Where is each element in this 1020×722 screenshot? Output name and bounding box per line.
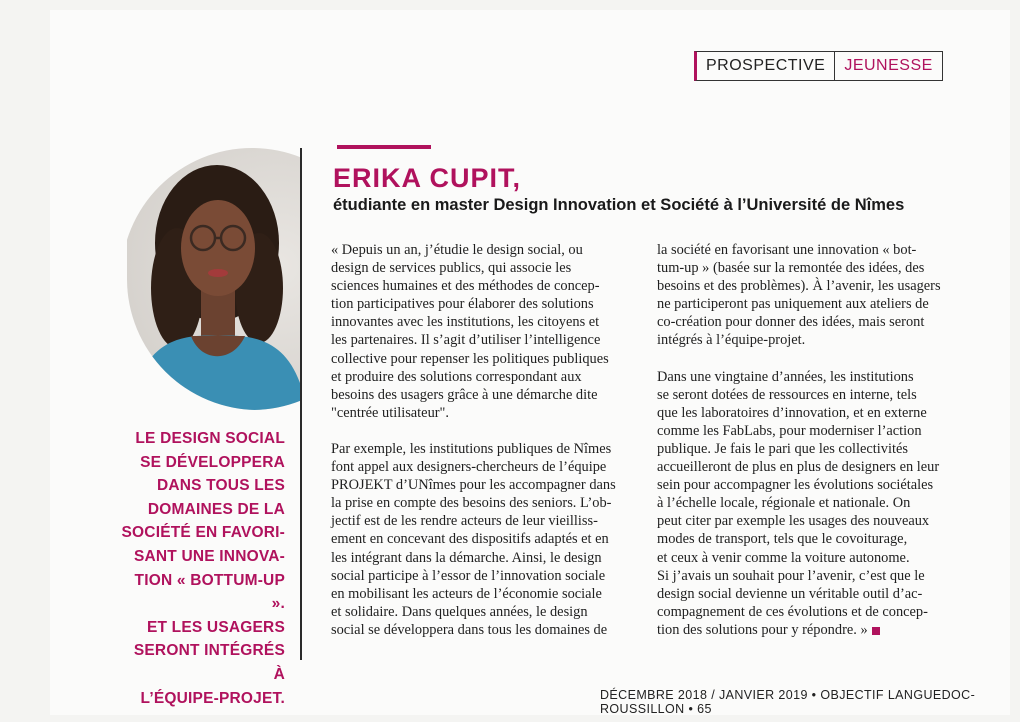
pull-quote: LE DESIGN SOCIAL SE DÉVELOPPERA DANS TOUS LES DOMAINES DE LA SOCIÉTÉ EN FAVORI- SANT UNE INNOVA- TION « BOTTUM-UP ». ET LES USAGERS SERONT INTÉGRÉS À L’ÉQUIPE-PROJET. — [121, 430, 285, 707]
title-accent-bar — [337, 145, 431, 149]
person-subtitle: étudiante en master Design Innovation et Société à l’Université de Nîmes — [333, 196, 905, 214]
paragraph: « Depuis un an, j’étudie le design social, ou design de services publics, qui associe les sciences humaines et des méthodes de concep- tion participatives pour élaborer des solutions innovantes avec les institutions, les citoyens et les partenaires. Il s’agit d’utiliser l’intelligence collective pour repenser les politiques publiques et produire des solutions correspondant aux besoins des usagers grâce à une démarche dite "centrée utilisateur". — [331, 242, 609, 421]
column-divider — [300, 148, 302, 660]
paragraph-text: Dans une vingtaine d’années, les institutions se seront dotées de ressources en interne, tels que les laboratoires d’innovation, et en externe comme les FabLabs, pour moderniser l’action publique. Je fais le pari que les collectivités accueilleront de plus en plus de designers en leur sein pour accompagner les évolutions sociétales à l’échelle locale, régionale et nationale. On peut citer par exemple les usages des nouveaux modes de transport, tels que le covoiturage, et ceux à venir comme la voiture autonome. Si j’avais un souhait pour l’avenir, c’est que le design social devienne un véritable outil d’ac- compagnement de ces évolutions et de concep- tion des solutions pour y répondre. » — [657, 368, 940, 638]
rubric-section: PROSPECTIVE — [697, 52, 835, 80]
paragraph: la société en favorisant une innovation « bot- tum-up » (basée sur la remontée des idées, des besoins et des problèmes). À l’avenir, les usagers ne participeront pas uniquement aux ateliers de co-création pour donner des idées, mais seront intégrés à l’équipe-projet. — [657, 242, 941, 349]
paragraph: Par exemple, les institutions publiques de Nîmes font appel aux designers-chercheurs de l’équipe PROJEKT d’UNîmes pour les accompagner dans la prise en compte des besoins des seniors. L’ob- jectif est de les rendre acteurs de leur vieilliss- ement en concevant des dispositifs adaptés et en les intégrant dans la démarche. Ainsi, le design social participe à l’essor de l’innovation sociale en mobilisant les acteurs de l’économie sociale et solidaire. Dans quelques années, le design social se développera dans tous les domaines de — [331, 440, 616, 638]
paragraph-last — [657, 368, 955, 639]
text-column-right — [657, 241, 955, 657]
text-column-left — [331, 241, 623, 657]
page-footer: DÉCEMBRE 2018 / JANVIER 2019 • OBJECTIF LANGUEDOC-ROUSSILLON • 65 — [600, 688, 976, 716]
rubric-subsection: JEUNESSE — [844, 57, 933, 74]
section-rubric — [694, 51, 943, 81]
end-mark-icon — [872, 627, 880, 635]
person-name: ERIKA CUPIT, — [333, 163, 522, 193]
